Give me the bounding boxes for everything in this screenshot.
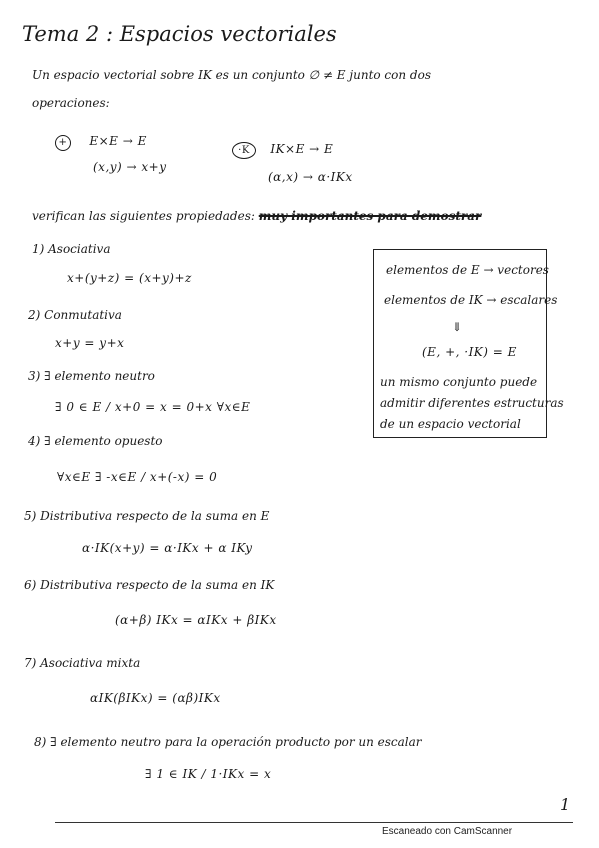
- property-formula: α·IK(x+y) = α·IKx + α IKy: [82, 541, 253, 555]
- product-operation: [232, 142, 333, 159]
- definitions-box: [373, 249, 564, 438]
- property-label: 4) ∃ elemento opuesto: [28, 434, 163, 448]
- property-label: 1) Asociativa: [32, 242, 111, 256]
- product-map: (α,x) → α·IKx: [268, 170, 353, 184]
- implies-arrow: ⇓: [452, 320, 463, 334]
- scanner-watermark: Escaneado con CamScanner: [382, 826, 513, 837]
- property-formula: x+(y+z) = (x+y)+z: [67, 271, 192, 285]
- property-label: 6) Distributiva respecto de la suma en IK: [24, 578, 275, 592]
- page-title: Tema 2 : Espacios vectoriales: [22, 22, 337, 46]
- verify-line: [32, 209, 481, 223]
- verify-text: verifican las siguientes propiedades:: [32, 209, 255, 223]
- property-label: 7) Asociativa mixta: [24, 656, 141, 670]
- box-line-3: (E, +, ·IK) = E: [422, 345, 517, 359]
- sum-map: (x,y) → x+y: [93, 160, 167, 174]
- box-line-4: un mismo conjunto puede: [380, 375, 538, 389]
- struck-note: muy importantes para demostrar: [258, 209, 482, 223]
- page-number: 1: [560, 795, 571, 814]
- sum-operation: [55, 134, 147, 151]
- box-line-5: admitir diferentes estructuras: [380, 396, 564, 410]
- product-definition: IK×E → E: [270, 142, 334, 156]
- box-line-1: elementos de E → vectores: [386, 263, 549, 277]
- box-line-2: elementos de IK → escalares: [384, 293, 558, 307]
- property-formula: (α+β) IKx = αIKx + βIKx: [115, 613, 277, 627]
- property-label: 3) ∃ elemento neutro: [28, 369, 155, 383]
- property-label: 5) Distributiva respecto de la suma en E: [24, 509, 270, 523]
- intro-line-1: Un espacio vectorial sobre IK es un conjunto ∅ ≠ E junto con dos: [32, 68, 431, 82]
- sum-symbol: +: [55, 135, 71, 151]
- property-formula: ∃ 0 ∈ E / x+0 = x = 0+x ∀x∈E: [55, 400, 251, 414]
- intro-line-2: operaciones:: [32, 96, 110, 110]
- sum-definition: E×E → E: [89, 134, 147, 148]
- property-formula: αIK(βIKx) = (αβ)IKx: [90, 691, 221, 705]
- property-formula: ∀x∈E ∃ -x∈E / x+(-x) = 0: [57, 470, 218, 484]
- product-symbol: ·K: [232, 142, 256, 159]
- footer-rule: [55, 822, 573, 823]
- property-label: 2) Conmutativa: [28, 308, 122, 322]
- property-label: 8) ∃ elemento neutro para la operación producto por un escalar: [34, 735, 422, 749]
- box-line-6: de un espacio vectorial: [380, 417, 521, 431]
- property-formula: ∃ 1 ∈ IK / 1·IKx = x: [145, 767, 272, 781]
- property-formula: x+y = y+x: [55, 336, 125, 350]
